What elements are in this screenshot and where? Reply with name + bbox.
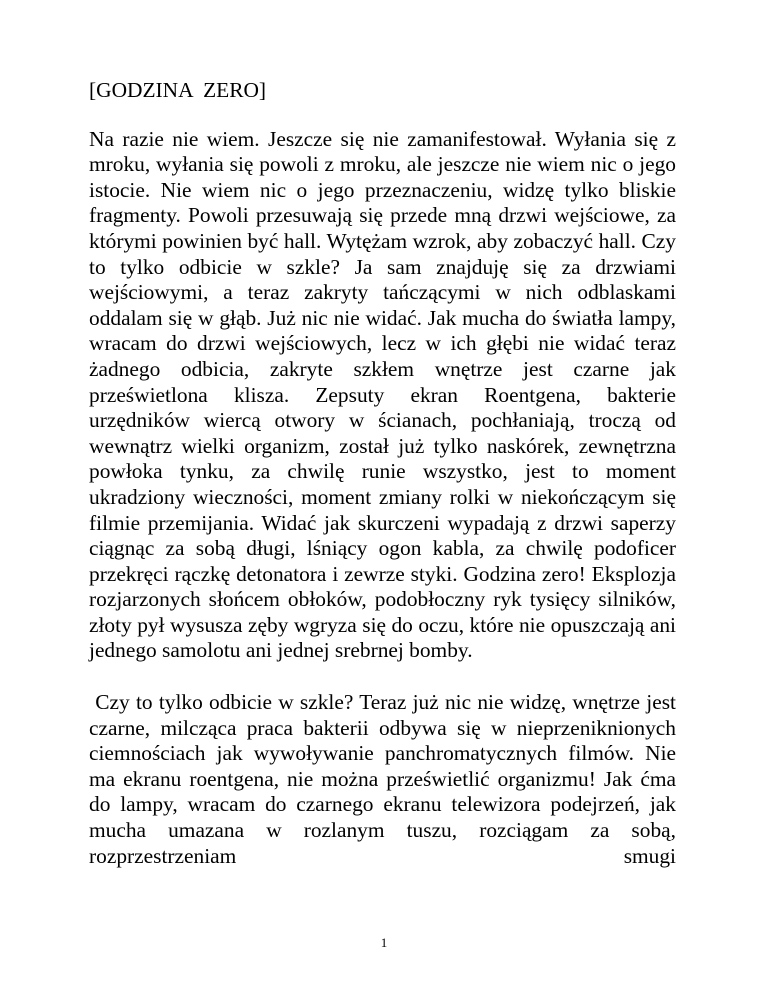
paragraph-1: Na razie nie wiem. Jeszcze się nie zamanifestował. Wyłania się z mroku, wyłania się powoli z mroku, ale jeszcze nie wiem nic o jego istocie. Nie wiem nic o jego przeznaczeniu, widzę tylko bliskie fragmenty. Powoli przesuwają się przede mną drzwi wejściowe, za którymi powinien być hall. Wytężam wzrok, aby zobaczyć hall. Czy to tylko odbicie w szkle? Ja sam znajduję się za drzwiami wejściowymi, a teraz zakryty tańczącymi w nich odblaskami oddalam się w głąb. Już nic nie widać. Jak mucha do światła lampy, wracam do drzwi wejściowych, lecz w ich głębi nie widać teraz żadnego odbicia, zakryte szkłem wnętrze jest czarne jak prześwietlona klisza. Zepsuty ekran Roentgena, bakterie urzędników wiercą otwory w ścianach, pochłaniają, troczą od wewnątrz wielki organizm, został już tylko naskórek, zewnętrzna powłoka tynku, za chwilę runie wszystko, jest to moment ukradziony wieczności, moment zmiany rolki w niekończącym się filmie przemijania. Widać jak skurczeni wypadają z drzwi saperzy ciągnąc za sobą długi, lśniący ogon kabla, za chwilę podoficer przekręci rączkę detonatora i zewrze styki. Godzina zero! Eksplozja rozjarzonych słońcem obłoków, podobłoczny ryk tysięcy silników, złoty pył wysusza zęby wgryza się do oczu, które nie opuszczają ani jednego samolotu ani jednej srebrnej bomby. bbox=[89, 126, 676, 663]
page-content bbox=[89, 78, 682, 869]
paragraph-2: Czy to tylko odbicie w szkle? Teraz już nic nie widzę, wnętrze jest czarne, milcząca praca bakterii odbywa się w nieprzeniknionych ciemnościach jak wywoływanie panchromatycznych filmów. Nie ma ekranu roentgena, nie można prześwietlić organizmu! Jak ćma do lampy, wracam do czarnego ekranu telewizora podejrzeń, jak mucha umazana w rozlanym tuszu, rozciągam za sobą, rozprzestrzeniam smugi bbox=[89, 690, 682, 868]
page-number: 1 bbox=[380, 935, 388, 950]
document-heading: [GODZINA ZERO] bbox=[89, 78, 267, 102]
